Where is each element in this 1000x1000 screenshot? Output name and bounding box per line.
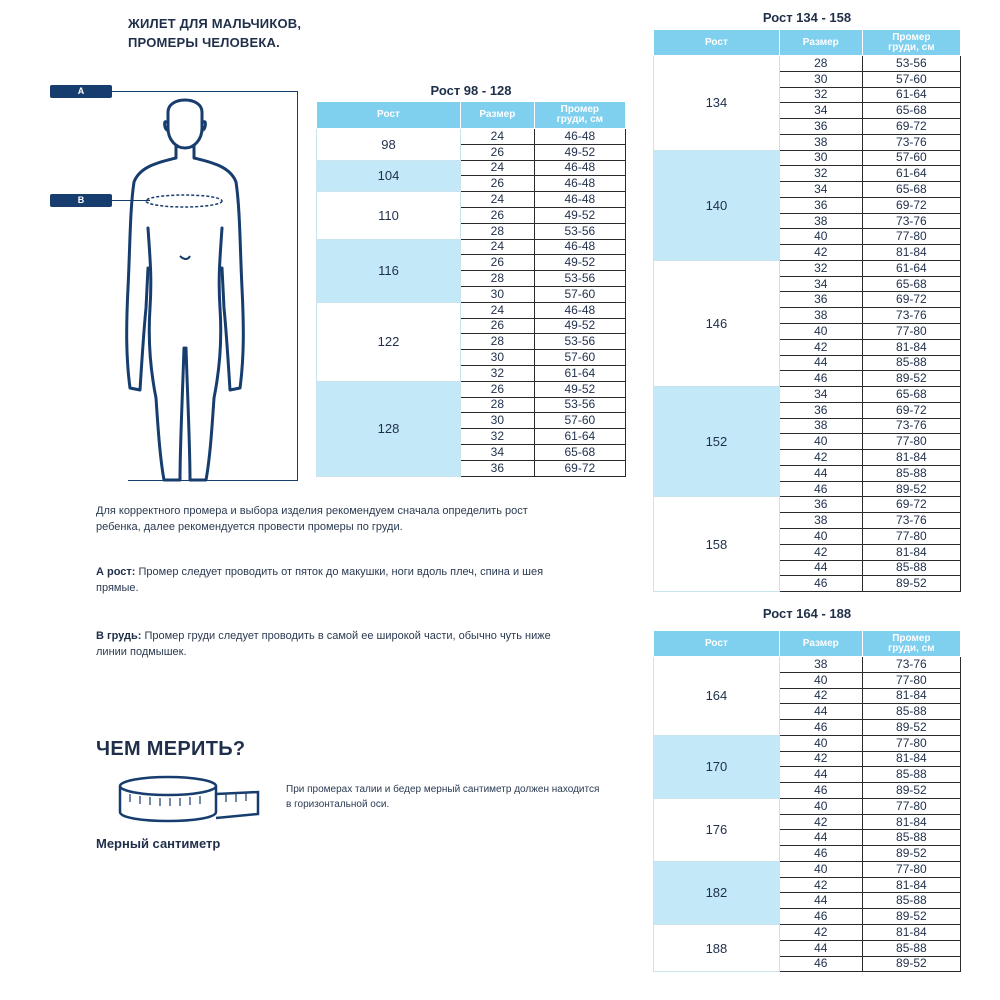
chest-cell: 57-60 [862,150,960,166]
chest-cell: 85-88 [862,830,960,846]
size-cell: 40 [779,528,862,544]
rost-cell: 176 [654,798,780,861]
size-table-134-158 [653,29,961,592]
chest-cell: 49-52 [534,381,625,397]
chest-cell: 46-48 [534,192,625,208]
size-cell: 26 [460,207,534,223]
column-header-grud-line-1: Промер [892,31,931,43]
chest-cell: 73-76 [862,213,960,229]
size-cell: 34 [779,276,862,292]
chest-cell: 73-76 [862,657,960,673]
size-cell: 34 [779,182,862,198]
table-header-row [654,30,961,56]
chest-cell: 81-84 [862,339,960,355]
chest-cell: 53-56 [862,56,960,72]
rost-cell: 110 [317,192,461,239]
chest-cell: 89-52 [862,909,960,925]
column-header-grud-line-1: Промер [892,632,931,644]
size-cell: 46 [779,846,862,862]
size-cell: 40 [779,798,862,814]
column-header-rost: Рост [317,102,461,129]
column-header-razmer: Размер [460,102,534,129]
table-row [317,129,626,145]
size-cell: 44 [779,767,862,783]
column-header-razmer: Размер [779,631,862,657]
chest-cell: 81-84 [862,814,960,830]
size-cell: 40 [779,735,862,751]
chest-cell: 77-80 [862,861,960,877]
chest-cell: 81-84 [862,544,960,560]
size-cell: 42 [779,814,862,830]
chest-cell: 53-56 [534,271,625,287]
chest-cell: 73-76 [862,513,960,529]
size-cell: 38 [779,418,862,434]
column-header-grud-line-2: груди, см [888,642,935,654]
chest-cell: 69-72 [862,292,960,308]
column-header-razmer: Размер [779,30,862,56]
chest-cell: 77-80 [862,434,960,450]
chest-cell: 81-84 [862,925,960,941]
chest-cell: 53-56 [534,223,625,239]
chest-cell: 49-52 [534,144,625,160]
chest-cell: 73-76 [862,418,960,434]
chest-cell: 46-48 [534,129,625,145]
chest-cell: 61-64 [534,429,625,445]
chest-cell: 85-88 [862,704,960,720]
size-cell: 30 [460,286,534,302]
table-row [317,239,626,255]
instruction-a [96,564,556,596]
chest-cell: 89-52 [862,956,960,972]
rost-cell: 152 [654,387,780,497]
column-header-rost: Рост [654,30,780,56]
size-cell: 42 [779,544,862,560]
rost-cell: 134 [654,56,780,151]
marker-b: B [50,194,112,207]
size-cell: 42 [779,245,862,261]
instruction-b [96,628,556,660]
size-cell: 26 [460,318,534,334]
table-row [654,56,961,72]
size-cell: 32 [460,365,534,381]
chest-cell: 81-84 [862,450,960,466]
size-cell: 46 [779,720,862,736]
table-header-row [317,102,626,129]
chest-cell: 85-88 [862,893,960,909]
measuring-tape-icon [112,772,262,830]
size-cell: 36 [779,119,862,135]
chest-cell: 85-88 [862,940,960,956]
column-header-grud-line-1: Промер [560,104,600,115]
chest-cell: 46-48 [534,302,625,318]
size-cell: 44 [779,830,862,846]
column-header-grud-line-2: груди, см [888,41,935,53]
size-cell: 32 [460,429,534,445]
chest-cell: 57-60 [534,350,625,366]
table-row [654,798,961,814]
chest-cell: 89-52 [862,481,960,497]
size-cell: 26 [460,144,534,160]
column-header-grud-line-2: груди, см [556,114,604,125]
size-cell: 42 [779,339,862,355]
chest-cell: 77-80 [862,798,960,814]
chest-cell: 46-48 [534,239,625,255]
chest-cell: 53-56 [534,334,625,350]
size-cell: 32 [779,87,862,103]
chest-cell: 89-52 [862,783,960,799]
size-cell: 30 [460,350,534,366]
chest-cell: 77-80 [862,672,960,688]
chest-cell: 85-88 [862,465,960,481]
size-cell: 38 [779,213,862,229]
size-cell: 44 [779,560,862,576]
size-cell: 26 [460,176,534,192]
chest-cell: 69-72 [862,197,960,213]
rost-cell: 140 [654,150,780,260]
height-frame-line [297,91,298,481]
measure-heading: ЧЕМ МЕРИТЬ? [96,738,246,760]
chest-cell: 73-76 [862,308,960,324]
size-cell: 42 [779,877,862,893]
size-cell: 24 [460,239,534,255]
table-header-row [654,631,961,657]
size-cell: 40 [779,324,862,340]
size-cell: 46 [779,909,862,925]
marker-a: A [50,85,112,98]
table-2-title: Рост 134 - 158 [762,10,852,25]
page-title-line-1: ЖИЛЕТ ДЛЯ МАЛЬЧИКОВ, [128,16,302,31]
size-cell: 42 [779,925,862,941]
size-cell: 36 [779,497,862,513]
size-cell: 26 [460,381,534,397]
size-cell: 44 [779,465,862,481]
chest-cell: 61-64 [862,166,960,182]
size-cell: 34 [779,103,862,119]
chest-cell: 57-60 [534,286,625,302]
size-cell: 38 [779,308,862,324]
size-cell: 28 [460,271,534,287]
rost-cell: 98 [317,129,461,161]
chest-cell: 69-72 [862,402,960,418]
size-cell: 34 [460,444,534,460]
chest-cell: 69-72 [862,497,960,513]
table-row [317,302,626,318]
size-cell: 40 [779,434,862,450]
table-row [317,381,626,397]
chest-cell: 65-68 [862,276,960,292]
chest-cell: 85-88 [862,355,960,371]
chest-cell: 89-52 [862,371,960,387]
rost-cell: 182 [654,861,780,924]
size-cell: 36 [779,402,862,418]
chest-cell: 61-64 [862,260,960,276]
table-3-title: Рост 164 - 188 [762,606,852,621]
size-cell: 44 [779,893,862,909]
size-cell: 46 [779,481,862,497]
rost-cell: 188 [654,925,780,972]
table-row [317,192,626,208]
size-cell: 46 [779,783,862,799]
rost-cell: 122 [317,302,461,381]
chest-cell: 65-68 [862,182,960,198]
size-cell: 26 [460,255,534,271]
column-header-grud [862,631,960,657]
size-cell: 40 [779,672,862,688]
chest-cell: 49-52 [534,255,625,271]
size-cell: 36 [779,197,862,213]
rost-cell: 170 [654,735,780,798]
chest-cell: 65-68 [862,387,960,403]
page-title-line-2: ПРОМЕРЫ ЧЕЛОВЕКА. [128,35,280,50]
size-cell: 28 [460,397,534,413]
chest-cell: 57-60 [862,71,960,87]
rost-cell: 128 [317,381,461,476]
size-cell: 46 [779,371,862,387]
table-1-title: Рост 98 - 128 [430,83,512,98]
table-row [654,657,961,673]
body-figure-icon [120,88,250,488]
size-cell: 42 [779,450,862,466]
rost-cell: 104 [317,160,461,192]
chest-cell: 53-56 [534,397,625,413]
chest-cell: 77-80 [862,528,960,544]
measure-note: При промерах талии и бедер мерный сантиметр должен находится в горизонтальной оси. [286,784,600,810]
size-cell: 46 [779,576,862,592]
column-header-grud [534,102,625,129]
rost-cell: 116 [317,239,461,302]
chest-cell: 61-64 [862,87,960,103]
size-cell: 36 [460,460,534,476]
table-row [654,735,961,751]
chest-cell: 61-64 [534,365,625,381]
table-row [654,497,961,513]
rost-cell: 146 [654,260,780,386]
size-cell: 38 [779,134,862,150]
table-row [654,925,961,941]
chest-cell: 69-72 [862,119,960,135]
size-cell: 28 [460,334,534,350]
chest-cell: 57-60 [534,413,625,429]
intro-paragraph: Для корректного промера и выбора изделия рекомендуем сначала определить рост ребенка, далее рекомендуется провести промеры по груди. [96,505,528,533]
chest-cell: 85-88 [862,560,960,576]
chest-cell: 81-84 [862,245,960,261]
measure-tool-label: Мерный сантиметр [96,836,221,851]
chest-cell: 77-80 [862,229,960,245]
page-title [128,14,428,52]
size-cell: 46 [779,956,862,972]
chest-cell: 65-68 [534,444,625,460]
chest-cell: 85-88 [862,767,960,783]
size-cell: 34 [779,387,862,403]
instruction-b-text: Промер груди следует проводить в самой ее широкой части, обычно чуть ниже линии подмышек. [96,630,551,658]
instruction-b-label: В грудь: [96,630,142,642]
rost-cell: 164 [654,657,780,736]
size-cell: 32 [779,166,862,182]
column-header-rost: Рост [654,631,780,657]
table-row [654,861,961,877]
size-cell: 30 [460,413,534,429]
instruction-a-label: А рост: [96,566,136,578]
chest-cell: 46-48 [534,160,625,176]
size-cell: 36 [779,292,862,308]
size-cell: 30 [779,150,862,166]
chest-cell: 89-52 [862,720,960,736]
chest-cell: 49-52 [534,318,625,334]
size-cell: 40 [779,861,862,877]
table-row [317,160,626,176]
chest-cell: 89-52 [862,846,960,862]
chest-cell: 77-80 [862,324,960,340]
table-row [654,150,961,166]
size-cell: 30 [779,71,862,87]
chest-cell: 77-80 [862,735,960,751]
chest-cell: 81-84 [862,688,960,704]
chest-cell: 69-72 [534,460,625,476]
size-cell: 44 [779,940,862,956]
table-row [654,387,961,403]
size-cell: 28 [779,56,862,72]
size-cell: 24 [460,160,534,176]
size-table-98-128 [316,101,626,477]
size-cell: 40 [779,229,862,245]
chest-cell: 81-84 [862,751,960,767]
size-cell: 38 [779,513,862,529]
chest-cell: 89-52 [862,576,960,592]
size-cell: 24 [460,192,534,208]
size-cell: 24 [460,129,534,145]
instruction-a-text: Промер следует проводить от пяток до макушки, ноги вдоль плеч, спина и шея прямые. [96,566,544,594]
size-cell: 24 [460,302,534,318]
chest-cell: 49-52 [534,207,625,223]
chest-cell: 46-48 [534,176,625,192]
chest-cell: 81-84 [862,877,960,893]
size-cell: 38 [779,657,862,673]
size-cell: 42 [779,688,862,704]
chest-cell: 73-76 [862,134,960,150]
size-cell: 28 [460,223,534,239]
chest-cell: 65-68 [862,103,960,119]
column-header-grud [862,30,960,56]
size-cell: 44 [779,704,862,720]
size-cell: 42 [779,751,862,767]
size-table-164-188 [653,630,961,972]
size-cell: 32 [779,260,862,276]
table-row [654,260,961,276]
size-cell: 44 [779,355,862,371]
rost-cell: 158 [654,497,780,592]
